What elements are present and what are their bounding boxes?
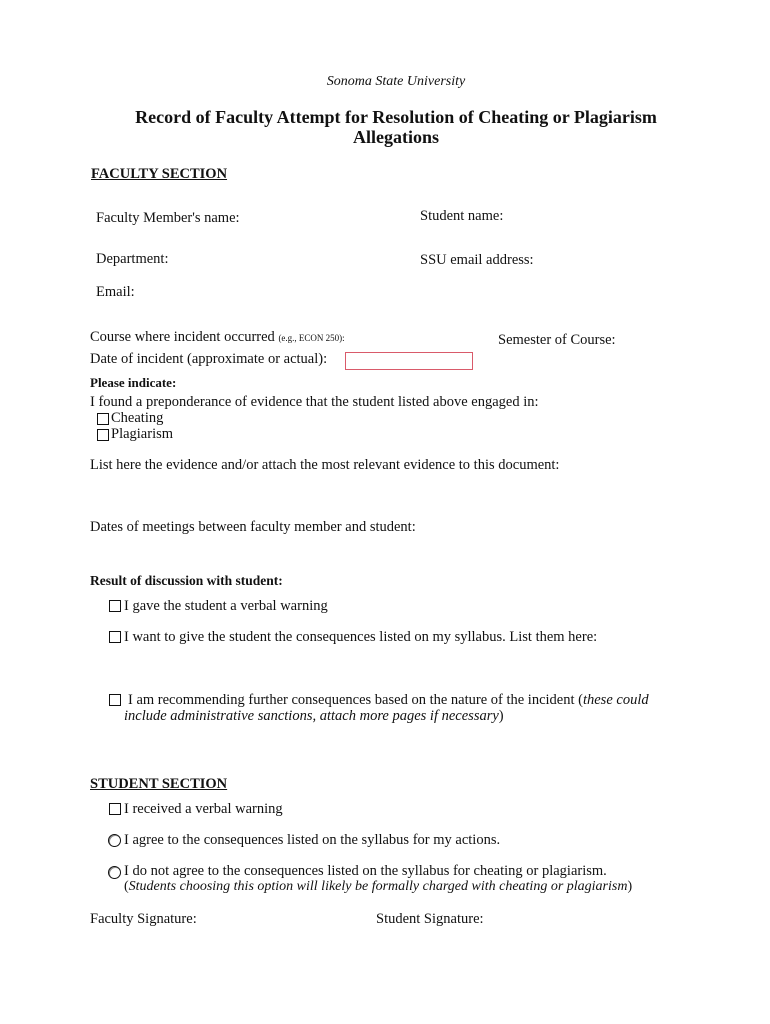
further-consequences-checkbox[interactable] (109, 694, 121, 706)
disagree-note-text: Students choosing this option will likely be formally charged with cheating or plagiarism (128, 879, 628, 894)
further-consequences-line1 (128, 692, 649, 709)
further-consequences-close: ) (498, 708, 504, 724)
evidence-statement: I found a preponderance of evidence that the student listed above engaged in: (90, 394, 539, 410)
please-indicate-label: Please indicate: (90, 375, 177, 390)
plagiarism-label: Plagiarism (111, 426, 174, 442)
received-verbal-warning-label: I received a verbal warning (124, 801, 283, 817)
further-consequences-line2 (124, 708, 504, 725)
student-signature-label: Student Signature: (376, 911, 484, 927)
agree-consequences-label: I agree to the consequences listed on the syllabus for my actions. (124, 832, 501, 848)
form-title-line1: Record of Faculty Attempt for Resolution of Cheating or Plagiarism (135, 107, 657, 127)
department-label: Department: (96, 251, 169, 267)
disagree-note (124, 879, 632, 895)
verbal-warning-label: I gave the student a verbal warning (124, 598, 328, 614)
semester-label: Semester of Course: (498, 332, 616, 348)
syllabus-consequences-checkbox[interactable] (109, 631, 121, 643)
cheating-label: Cheating (111, 410, 164, 426)
evidence-list-label: List here the evidence and/or attach the most relevant evidence to this document: (90, 457, 560, 473)
faculty-signature-label: Faculty Signature: (90, 911, 197, 927)
received-verbal-warning-checkbox[interactable] (109, 803, 121, 815)
disagree-consequences-label: I do not agree to the consequences listed on the syllabus for cheating or plagiarism. (124, 863, 607, 879)
disagree-note-close: ) (627, 879, 633, 894)
university-name: Sonoma State University (326, 74, 466, 89)
further-consequences-note: include administrative sanctions, attach more pages if necessary (124, 708, 499, 724)
date-of-incident-field[interactable] (345, 352, 473, 370)
plagiarism-checkbox[interactable] (97, 429, 109, 441)
course-example: (e.g., ECON 250): (278, 333, 345, 343)
disagree-note-open: ( (124, 879, 129, 894)
student-name-label: Student name: (420, 208, 504, 224)
further-consequences-text: I am recommending further consequences based on the nature of the incident ( (128, 692, 583, 708)
email-label: Email: (96, 284, 135, 300)
further-consequences-italic: these could (582, 692, 649, 708)
cheating-checkbox[interactable] (97, 413, 109, 425)
date-of-incident-label: Date of incident (approximate or actual): (90, 351, 328, 367)
verbal-warning-checkbox[interactable] (109, 600, 121, 612)
faculty-section-heading: FACULTY SECTION (91, 166, 228, 182)
result-heading: Result of discussion with student: (90, 573, 283, 588)
course-label-text: Course where incident occurred (90, 329, 275, 345)
course-label (90, 329, 345, 346)
syllabus-consequences-label: I want to give the student the consequences listed on my syllabus. List them here: (124, 629, 598, 645)
student-section-heading: STUDENT SECTION (90, 776, 228, 792)
disagree-consequences-radio[interactable] (108, 866, 121, 879)
meetings-label: Dates of meetings between faculty member and student: (90, 519, 416, 535)
ssu-email-label: SSU email address: (420, 252, 534, 268)
faculty-name-label: Faculty Member's name: (96, 210, 240, 226)
form-title-line2: Allegations (352, 127, 439, 147)
agree-consequences-radio[interactable] (108, 834, 121, 847)
